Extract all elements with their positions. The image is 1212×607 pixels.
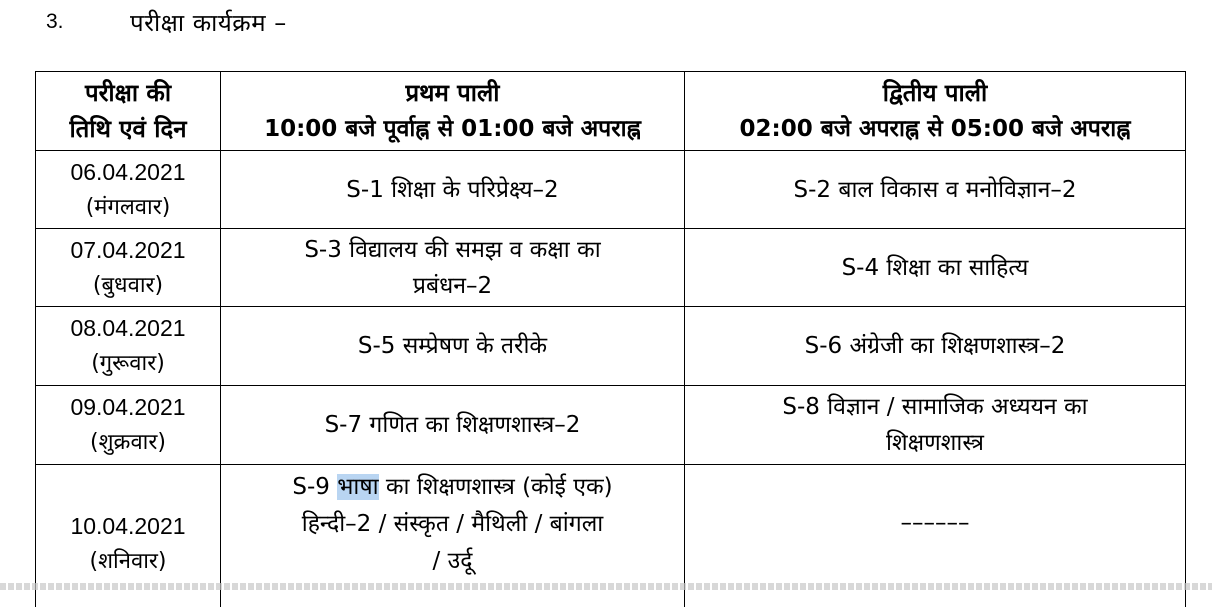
exam-date: 07.04.2021	[40, 233, 216, 268]
header-second-shift-time: 02:00 बजे अपराह्न से 05:00 बजे अपराह्न	[689, 111, 1181, 147]
header-second-shift-title: द्वितीय पाली	[689, 75, 1181, 111]
section-title: परीक्षा कार्यक्रम –	[130, 6, 287, 39]
paper-code-prefix: S-9	[292, 474, 337, 500]
exam-day: (मंगलवार)	[40, 190, 216, 225]
header-first-shift	[221, 72, 685, 151]
header-first-shift-time: 10:00 बजे पूर्वाह्न से 01:00 बजे अपराह्न	[225, 111, 680, 147]
exam-day: (शनिवार)	[40, 544, 216, 579]
header-second-shift	[685, 72, 1186, 151]
date-cell	[36, 307, 221, 386]
second-shift-paper	[685, 386, 1186, 465]
exam-day: (शुक्रवार)	[40, 425, 216, 460]
table-row	[36, 151, 1186, 229]
first-shift-paper-line1	[225, 469, 680, 506]
date-cell	[36, 229, 221, 307]
section-number: 3.	[46, 10, 64, 34]
exam-date: 10.04.2021	[40, 509, 216, 544]
header-row	[36, 72, 1186, 151]
exam-date: 09.04.2021	[40, 390, 216, 425]
date-cell	[36, 151, 221, 229]
first-shift-paper-line1: S-3 विद्यालय की समझ व कक्षा का	[225, 232, 680, 268]
second-shift-paper: S-4 शिक्षा का साहित्य	[685, 229, 1186, 307]
second-shift-paper-line2: शिक्षणशास्त्र	[689, 425, 1181, 461]
page-bottom-edge	[0, 583, 1212, 590]
first-shift-paper: S-7 गणित का शिक्षणशास्त्र–2	[221, 386, 685, 465]
second-shift-paper-line1: S-8 विज्ञान / सामाजिक अध्ययन का	[689, 389, 1181, 425]
exam-day: (गुरूवार)	[40, 346, 216, 381]
highlighted-word[interactable]: भाषा	[337, 474, 378, 500]
header-date-line1: परीक्षा की	[40, 75, 216, 111]
exam-schedule-table	[35, 71, 1186, 607]
exam-day: (बुधवार)	[40, 268, 216, 303]
first-shift-paper-line2: प्रबंधन–2	[225, 268, 680, 304]
table-row	[36, 386, 1186, 465]
second-shift-paper: ––––––	[685, 465, 1186, 607]
exam-date: 06.04.2021	[40, 155, 216, 190]
table-body	[36, 151, 1186, 607]
first-shift-paper-line3: / उर्दू	[225, 543, 680, 580]
table-header	[36, 72, 1186, 151]
first-shift-paper	[221, 229, 685, 307]
first-shift-paper-line2: हिन्दी–2 / संस्कृत / मैथिली / बांगला	[225, 506, 680, 543]
first-shift-paper: S-5 सम्प्रेषण के तरीके	[221, 307, 685, 386]
header-date	[36, 72, 221, 151]
second-shift-paper: S-6 अंग्रेजी का शिक्षणशास्त्र–2	[685, 307, 1186, 386]
second-shift-paper: S-2 बाल विकास व मनोविज्ञान–2	[685, 151, 1186, 229]
exam-date: 08.04.2021	[40, 311, 216, 346]
date-cell	[36, 386, 221, 465]
paper-title-suffix: का शिक्षणशास्त्र (कोई एक)	[379, 474, 613, 500]
first-shift-paper: S-1 शिक्षा के परिप्रेक्ष्य–2	[221, 151, 685, 229]
header-first-shift-title: प्रथम पाली	[225, 75, 680, 111]
header-date-line2: तिथि एवं दिन	[40, 111, 216, 147]
table-row	[36, 229, 1186, 307]
table-row	[36, 307, 1186, 386]
